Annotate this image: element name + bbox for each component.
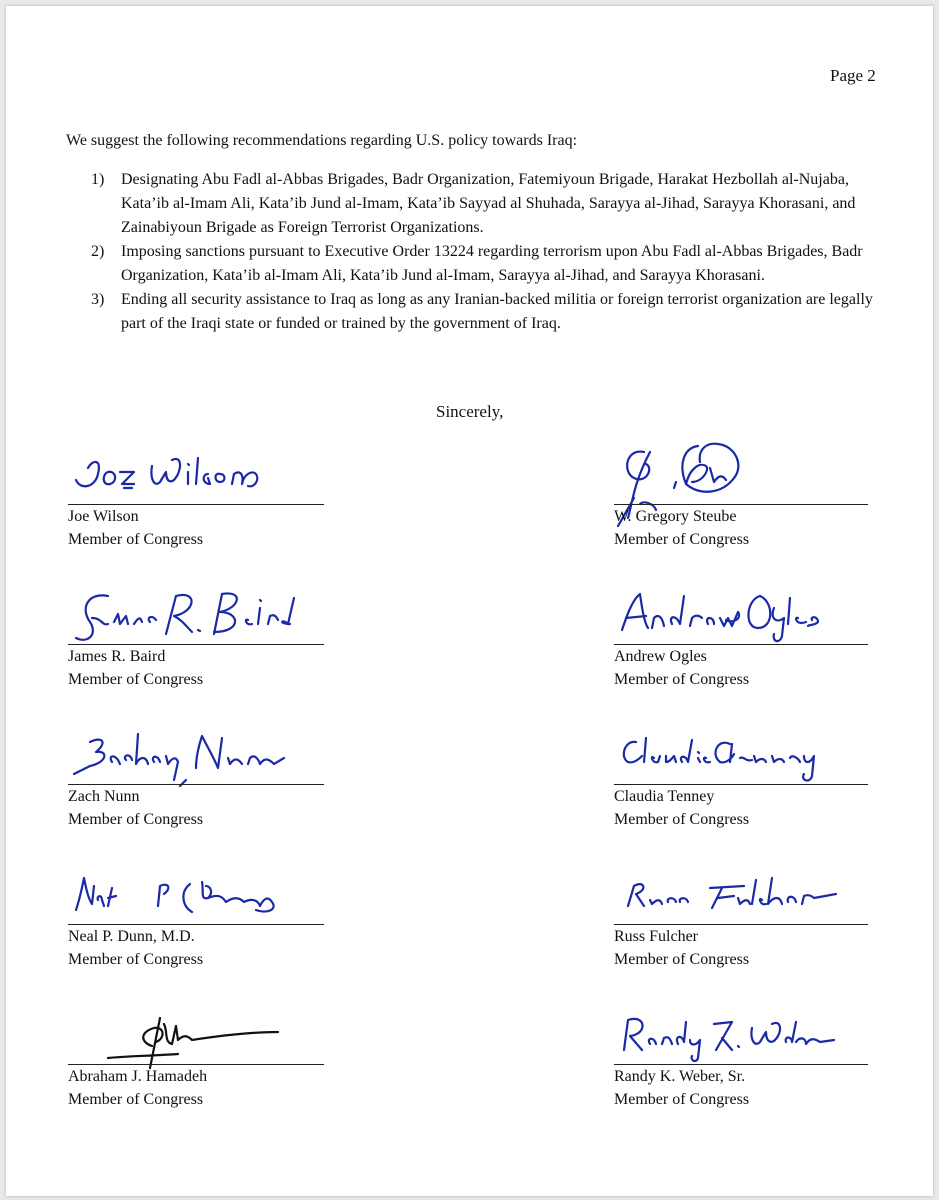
intro-paragraph: We suggest the following recommendations regarding U.S. policy towards Iraq:	[66, 132, 578, 149]
signatory-title: Member of Congress	[614, 1091, 750, 1108]
handwritten-signature	[614, 998, 870, 1070]
letter-page	[6, 6, 933, 1196]
signatory-title: Member of Congress	[614, 811, 750, 828]
signatory-title: Member of Congress	[68, 671, 204, 688]
recommendation-number: 2)	[91, 243, 105, 260]
signature-line	[68, 784, 324, 785]
handwritten-signature	[68, 998, 324, 1070]
signatory-name: Neal P. Dunn, M.D.	[68, 928, 195, 945]
handwritten-signature	[614, 438, 870, 510]
signatory-title: Member of Congress	[68, 1091, 204, 1108]
handwritten-signature	[68, 858, 324, 930]
signatory-name: James R. Baird	[68, 648, 166, 665]
signature-block-zach-nunn	[68, 728, 324, 848]
recommendation-number: 3)	[91, 291, 105, 308]
signatory-name: Abraham J. Hamadeh	[68, 1068, 208, 1085]
signature-line	[68, 644, 324, 645]
recommendation-item	[91, 288, 891, 336]
signatory-name: Andrew Ogles	[614, 648, 707, 665]
signatory-title: Member of Congress	[68, 811, 204, 828]
signature-block-andrew-ogles	[614, 588, 870, 708]
page-number: Page 2	[830, 66, 876, 85]
signature-line	[614, 504, 868, 505]
signatory-title: Member of Congress	[614, 671, 750, 688]
signatory-title: Member of Congress	[614, 951, 750, 968]
signatory-name: Joe Wilson	[68, 508, 139, 525]
signature-line	[614, 644, 868, 645]
recommendation-item	[91, 168, 891, 240]
handwritten-signature	[68, 578, 324, 650]
recommendation-text: Imposing sanctions pursuant to Executive Order 13224 regarding terrorism upon Abu Fadl al-Abbas Brigades, Badr Organization, Kata’ib al-Imam Ali, Kata’ib Jund al-Imam, Sarayya al-Jihad, and Sarayya Khorasani.	[121, 243, 863, 284]
signatory-name: W. Gregory Steube	[614, 508, 737, 525]
signature-line	[614, 1064, 868, 1065]
signature-block-joe-wilson	[68, 448, 324, 568]
signature-block-claudia-tenney	[614, 728, 870, 848]
signature-line	[68, 1064, 324, 1065]
signatory-title: Member of Congress	[68, 531, 204, 548]
signature-block-abraham-hamadeh	[68, 1008, 324, 1128]
recommendation-text: Ending all security assistance to Iraq as long as any Iranian-backed militia or foreign terrorist organization are legally part of the Iraqi state or funded or trained by the government of Iraq.	[121, 291, 873, 332]
signatory-title: Member of Congress	[614, 531, 750, 548]
closing-salutation: Sincerely,	[436, 402, 504, 421]
signatory-name: Randy K. Weber, Sr.	[614, 1068, 746, 1085]
signature-block-james-baird	[68, 588, 324, 708]
handwritten-signature	[614, 718, 870, 790]
signatory-title: Member of Congress	[68, 951, 204, 968]
handwritten-signature	[614, 578, 870, 650]
signature-block-randy-weber	[614, 1008, 870, 1128]
recommendation-item	[91, 240, 891, 288]
signature-line	[68, 504, 324, 505]
handwritten-signature	[614, 858, 870, 930]
signatory-name: Claudia Tenney	[614, 788, 715, 805]
signature-block-neal-dunn	[68, 868, 324, 988]
recommendation-number: 1)	[91, 171, 105, 188]
signatory-name: Russ Fulcher	[614, 928, 698, 945]
signature-line	[614, 924, 868, 925]
handwritten-signature	[68, 718, 324, 790]
recommendation-text: Designating Abu Fadl al-Abbas Brigades, Badr Organization, Fatemiyoun Brigade, Harakat Hezbollah al-Nujaba, Kata’ib al-Imam Ali, Kata’ib Jund al-Imam, Kata’ib Sayyad al Shuhada, Sarayya al-Jihad, Sarayya Khorasani, and Zainabiyoun Brigade as Foreign Terrorist Organizations.	[121, 171, 856, 236]
signature-line	[614, 784, 868, 785]
handwritten-signature	[68, 438, 324, 510]
signature-line	[68, 924, 324, 925]
recommendations-list	[91, 168, 891, 336]
signature-block-gregory-steube	[614, 448, 870, 568]
signatory-name: Zach Nunn	[68, 788, 140, 805]
signature-block-russ-fulcher	[614, 868, 870, 988]
